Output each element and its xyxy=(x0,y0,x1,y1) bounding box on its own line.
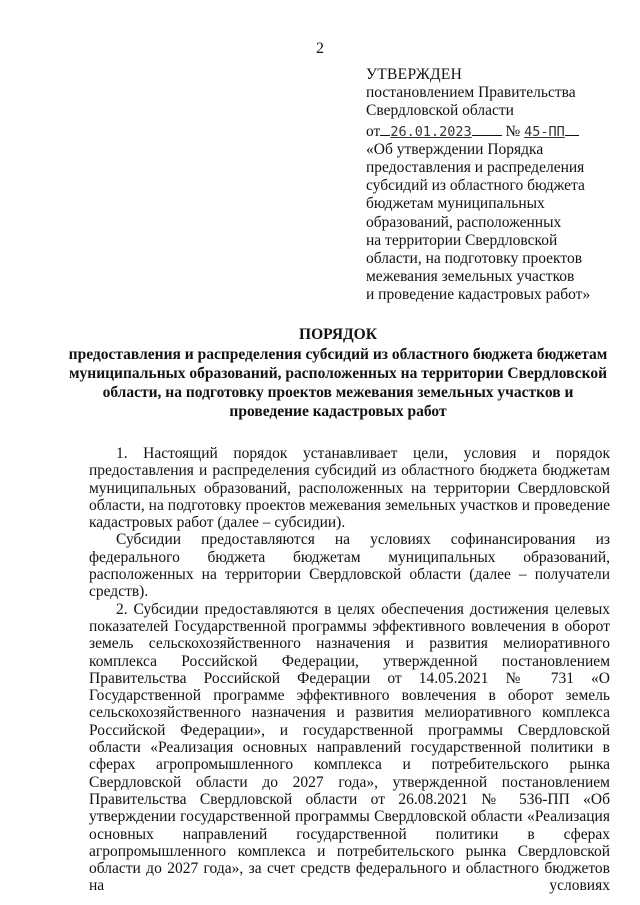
approval-title-line: области, на подготовку проектов xyxy=(366,250,583,268)
from-label: от xyxy=(366,122,381,140)
document-subtitle-line: предоставления и распределения субсидий из областного бюджета бюджетам xyxy=(68,346,608,363)
document-title xyxy=(68,325,608,421)
document-subtitle-line: области, на подготовку проектов межевания земельных участков и xyxy=(102,384,574,401)
approval-number: 45-ПП xyxy=(524,123,565,140)
approval-title-line: субсидий из областного бюджета xyxy=(366,177,585,195)
approval-title-line: и проведение кадастровых работ» xyxy=(366,286,591,304)
approval-title-line: межевания земельных участков xyxy=(366,268,575,286)
body-paragraph: Субсидии предоставляются на условиях софинансирования из федерального бюджета бюджетам муниципальных образований, расположенных на территории Свердловской области (далее – получатели средств). xyxy=(89,531,610,601)
page-number: 2 xyxy=(316,40,324,57)
document-body xyxy=(89,445,610,895)
approval-line-1: постановлением Правительства xyxy=(366,84,576,102)
approval-date-number xyxy=(366,121,626,141)
approval-heading: УТВЕРЖДЕН xyxy=(366,66,463,83)
number-label: № xyxy=(505,122,521,140)
approval-title-line: образований, расположенных xyxy=(366,213,562,231)
document-subtitle-line: проведение кадастровых работ xyxy=(229,403,447,420)
underline-blank xyxy=(472,121,502,136)
document-title-main: ПОРЯДОК xyxy=(299,326,377,343)
body-paragraph: 2. Субсидии предоставляются в целях обеспечения достижения целевых показателей Государственной программы эффективного вовлечения в оборот земель сельскохозяйственного назначения и развития мелиоративного комплекса Российской Федерации, утвержденной постановлением Правительства Российской Федерации от 14.05.2021 № 731 «О Государственной программе эффективного вовлечения в оборот земель сельскохозяйственного назначения и развития мелиоративного комплекса Российской Федерации», и государственной программы Свердловской области «Реализация основных направлений государственной политики в сферах агропромышленного комплекса и потребительского рынка Свердловской области до 2027 года», утвержденной постановлением Правительства Свердловской области от 26.08.2021 № 536-ПП «Об утверждении государственной программы Свердловской области «Реализация основных направлений государственной политики в сферах агропромышленного комплекса и потребительского рынка Свердловской области до 2027 года», за счет средств федерального и областного бюджетов на условиях xyxy=(89,600,610,895)
approval-date: 26.01.2023 xyxy=(390,123,472,140)
approval-stamp xyxy=(366,66,626,305)
approval-title-line: бюджетам муниципальных xyxy=(366,195,545,213)
approval-line-2: Свердловской области xyxy=(366,102,514,120)
approval-title-line: «Об утверждении Порядка xyxy=(366,140,544,158)
underline-blank xyxy=(565,121,579,136)
document-subtitle-line: муниципальных образований, расположенных на территории Свердловской xyxy=(68,365,608,382)
body-paragraph: 1. Настоящий порядок устанавливает цели, условия и порядок предоставления и распределения субсидий из областного бюджета бюджетам муниципальных образований, расположенных на территории Свердловской области, на подготовку проектов межевания земельных участков и проведение кадастровых работ (далее – субсидии). xyxy=(89,445,610,532)
approval-title-line: на территории Свердловской xyxy=(366,231,558,249)
underline-blank xyxy=(380,121,390,136)
approval-title-line: предоставления и распределения xyxy=(366,159,585,177)
